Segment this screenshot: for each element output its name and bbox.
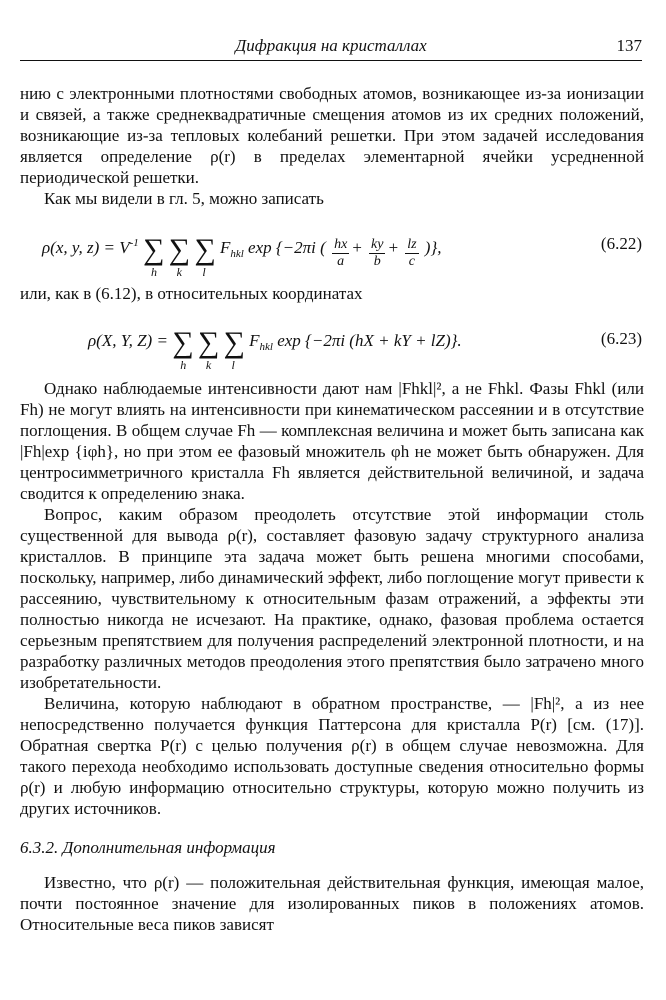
paragraph-3: или, как в (6.12), в относительных координатах [20,284,363,303]
equation-number-6-22: (6.22) [600,234,642,253]
eq-6-23-term-subscript: hkl [259,341,273,353]
paragraph-7: Известно, что ρ(r) — положительная действительная функция, имеющая малое, почти постоянное значение для изолированных пиков в положениях атомов. Относительные веса пиков зависят [20,873,644,934]
eq-6-22-close: )}, [424,238,442,257]
equation-6-22-expression: ρ(x, y, $z) = V^{-1}$ ∑ h ∑ k ∑ l $F_{hkl}$ exp {−2πi ( $\frac{hx}{a}$ + $\frac{ky}{b}$ + $\frac{lz}{c}$ )}, [42,233,442,279]
running-title: Дифракция на кристаллах [235,36,427,55]
sum-symbol-h: ∑ h [143,233,165,279]
sum-symbol-k: ∑ k [168,233,191,279]
sum-index-h: h [151,265,158,279]
eq-6-23-rest: exp {−2πi (hX + kY + lZ)}. [277,331,462,350]
eq-6-22-term-subscript: hkl [230,248,244,260]
fraction-numerator: hx [334,237,348,252]
sum-index-h: h [180,358,187,372]
equation-6-22 [20,221,644,279]
fraction-denominator: a [337,254,345,269]
sum-index-l: l [231,358,235,372]
paragraph-4: Однако наблюдаемые интенсивности дают нам |Fhkl|², а не Fhkl. Фазы Fhkl (или Fh) не могут влиять на интенсивности при кинематическом рассеянии и в отсутствие поглощения. В общем случае Fh — комплексная величина и может быть записана как |Fh|exp {iφh}, но при этом ее фазовый множитель φh не может быть обнаружен. Для центросимметричного кристалла Fh является действительной величиной, и задача сводится к определению знака. [20,379,644,503]
paragraph-6: Величина, которую наблюдают в обратном пространстве, — |Fh|², а из нее непосредственно получается функция Паттерсона для кристалла P(r) [см. (17)]. Обратная свертка P(r) с целью получения ρ(r) в общем случае невозможна. Для такого перехода необходимо использовать доступные сведения относительно формы ρ(r) и любую информацию относительно структуры, которую можно получить из других источников. [20,694,644,818]
sum-symbol-k: ∑ k [197,326,220,372]
paragraph-5: Вопрос, каким образом преодолеть отсутствие этой информации столь существенной для вывода ρ(r), составляет фазовую задачу структурного анализа кристаллов. В принципе эта задача может быть решена многими способами, поскольку, например, либо динамический эффект, либо поглощение могут привести к рассеянию, чувствительному к относительным фазам отражений, а эффекты эти полностью никогда не исчезают. На практике, однако, фазовая проблема остается серьезным препятствием для получения распределений электронной плотности, и на разработку различных методов преодоления этого препятствия было затрачено много изобретательности. [20,505,644,692]
page-number: 137 [616,36,642,55]
equation-6-23 [20,316,644,372]
section-heading: 6.3.2. Дополнительная информация [20,838,276,857]
fraction-ky-b [369,237,385,270]
sum-index-k: k [176,265,182,279]
fraction-lz-c [405,237,418,270]
eq-6-23-lhs: ρ(X, Y, Z) = [88,331,168,350]
body-text [20,83,644,935]
sum-index-k: k [205,358,212,372]
sum-symbol-l: ∑ l [194,233,216,279]
fraction-hx-a [332,237,349,270]
equation-number-6-23: (6.23) [600,329,642,348]
sum-index-l: l [202,265,206,279]
running-head [20,26,642,61]
fraction-denominator: b [373,254,381,269]
paragraph-1: нию с электронными плотностями свободных атомов, возникающее из-за ионизации и связей, а также среднеквадратичные смещения атомов из их средних положений, возникающие из-за тепловых колебаний решетки. При этом задачей исследования является определение ρ(r) в пределах элементарной ячейки усредненной периодической решетки. [20,84,644,187]
paragraph-2: Как мы видели в гл. 5, можно записать [44,189,324,208]
eq-6-22-exp: exp {−2πi ( [248,238,326,257]
fraction-numerator: ky [371,237,384,252]
fraction-numerator: lz [407,237,417,252]
eq-6-22-term: F [219,238,231,257]
eq-6-22-lhs: ρ(x, y, z) = V [42,238,130,257]
equation-6-23-expression [88,326,462,372]
fraction-denominator: c [408,254,415,269]
eq-6-23-term: F [249,331,260,350]
sum-symbol-l: ∑ l [223,326,245,372]
sum-symbol-h: ∑ h [172,326,194,372]
eq-6-22-lhs-exponent: -1 [129,237,139,249]
